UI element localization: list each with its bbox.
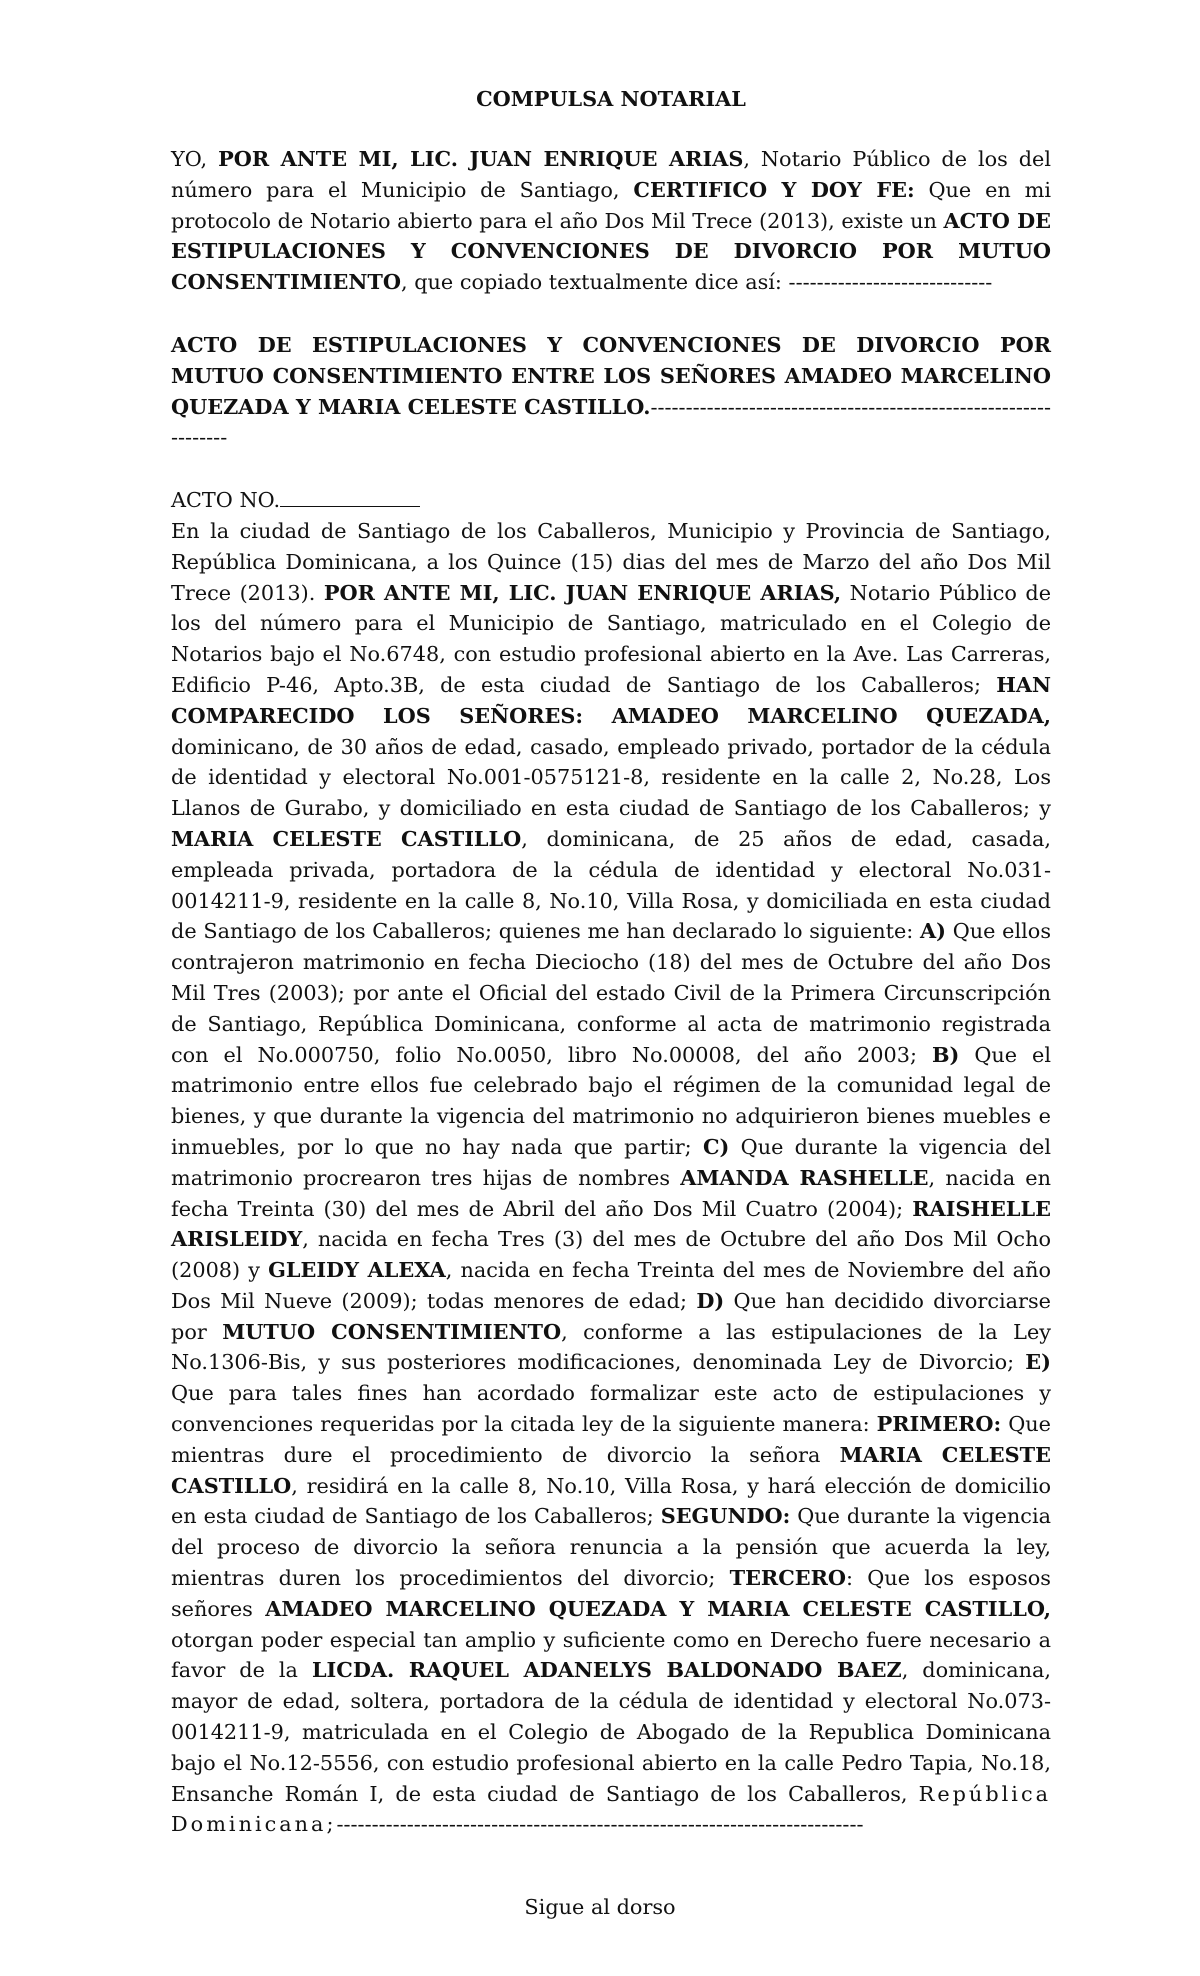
document-title: COMPULSA NOTARIAL xyxy=(476,86,746,111)
page-footer-continued: Sigue al dorso xyxy=(524,1895,676,1919)
certification-paragraph: YO, POR ANTE MI, LIC. JUAN ENRIQUE ARIAS, Notario Público de los del número para el Municipio de Santiago, CERTIFICO Y DOY FE: Que en mi protocolo de Notario abierto para el año Dos Mil Trece (2013), existe un ACTO DE ESTIPULACIONES Y CONVENCIONES DE DIVORCIO POR MUTUO CONSENTIMIENTO, que copiado textualmente dice así: ----------------------------- xyxy=(171,146,1051,295)
act-heading: ACTO DE ESTIPULACIONES Y CONVENCIONES DE DIVORCIO POR MUTUO CONSENTIMIENTO ENTRE LOS SEÑORES AMADEO MARCELINO QUEZADA Y MARIA CELESTE CASTILLO.----------------------------------------------------------------- xyxy=(171,331,1051,450)
document-page xyxy=(171,84,1051,1840)
act-number-line: ACTO NO. xyxy=(171,485,1051,516)
act-number-blank xyxy=(280,486,420,507)
act-body-paragraph: En la ciudad de Santiago de los Caballeros, Municipio y Provincia de Santiago, República Dominicana, a los Quince (15) dias del mes de Marzo del año Dos Mil Trece (2013). POR ANTE MI, LIC. JUAN ENRIQUE ARIAS, Notario Público de los del número para el Municipio de Santiago, matriculado en el Colegio de Notarios bajo el No.6748, con estudio profesional abierto en la Ave. Las Carreras, Edificio P-46, Apto.3B, de esta ciudad de Santiago de los Caballeros; HAN COMPARECIDO LOS SEÑORES: AMADEO MARCELINO QUEZADA, dominicano, de 30 años de edad, casado, empleado privado, portador de la cédula de identidad y electoral No.001-0575121-8, residente en la calle 2, No.28, Los Llanos de Gurabo, y domiciliado en esta ciudad de Santiago de los Caballeros; y MARIA CELESTE CASTILLO, dominicana, de 25 años de edad, casada, empleada privada, portadora de la cédula de identidad y electoral No.031-0014211-9, residente en la calle 8, No.10, Villa Rosa, y domiciliada en esta ciudad de Santiago de los Caballeros; quienes me han declarado lo siguiente: A) Que ellos contrajeron matrimonio en fecha Dieciocho (18) del mes de Octubre del año Dos Mil Tres (2003); por ante el Oficial del estado Civil de la Primera Circunscripción de Santiago, República Dominicana, conforme al acta de matrimonio registrada con el No.000750, folio No.0050, libro No.00008, del año 2003; B) Que el matrimonio entre ellos fue celebrado bajo el régimen de la comunidad legal de bienes, y que durante la vigencia del matrimonio no adquirieron bienes muebles e inmuebles, por lo que no hay nada que partir; C) Que durante la vigencia del matrimonio procrearon tres hijas de nombres AMANDA RASHELLE, nacida en fecha Treinta (30) del mes de Abril del año Dos Mil Cuatro (2004); RAISHELLE ARISLEIDY, nacida en fecha Tres (3) del mes de Octubre del año Dos Mil Ocho (2008) y GLEIDY ALEXA, nacida en fecha Treinta del mes de Noviembre del año Dos Mil Nueve (2009); todas menores de edad; D) Que han decidido divorciarse por MUTUO CONSENTIMIENTO, conforme a las estipulaciones de la Ley No.1306-Bis, y sus posteriores modificaciones, denominada Ley de Divorcio; E) Que para tales fines han acordado formalizar este acto de estipulaciones y convenciones requeridas por la citada ley de la siguiente manera: PRIMERO: Que mientras dure el procedimiento de divorcio la señora MARIA CELESTE CASTILLO, residirá en la calle 8, No.10, Villa Rosa, y hará elección de domicilio en esta ciudad de Santiago de los Caballeros; SEGUNDO: Que durante la vigencia del proceso de divorcio la señora renuncia a la pensión que acuerda la ley, mientras duren los procedimientos del divorcio; TERCERO: Que los esposos señores AMADEO MARCELINO QUEZADA Y MARIA CELESTE CASTILLO, otorgan poder especial tan amplio y suficiente como en Derecho fuere necesario a favor de la LICDA. RAQUEL ADANELYS BALDONADO BAEZ, dominicana, mayor de edad, soltera, portadora de la cédula de identidad y electoral No.073-0014211-9, matriculada en el Colegio de Abogado de la Republica Dominicana bajo el No.12-5556, con estudio profesional abierto en la calle Pedro Tapia, No.18, Ensanche Román I, de esta ciudad de Santiago de los Caballeros, República Dominicana;--------------------------------------------------------------------------- xyxy=(171,518,1052,1837)
